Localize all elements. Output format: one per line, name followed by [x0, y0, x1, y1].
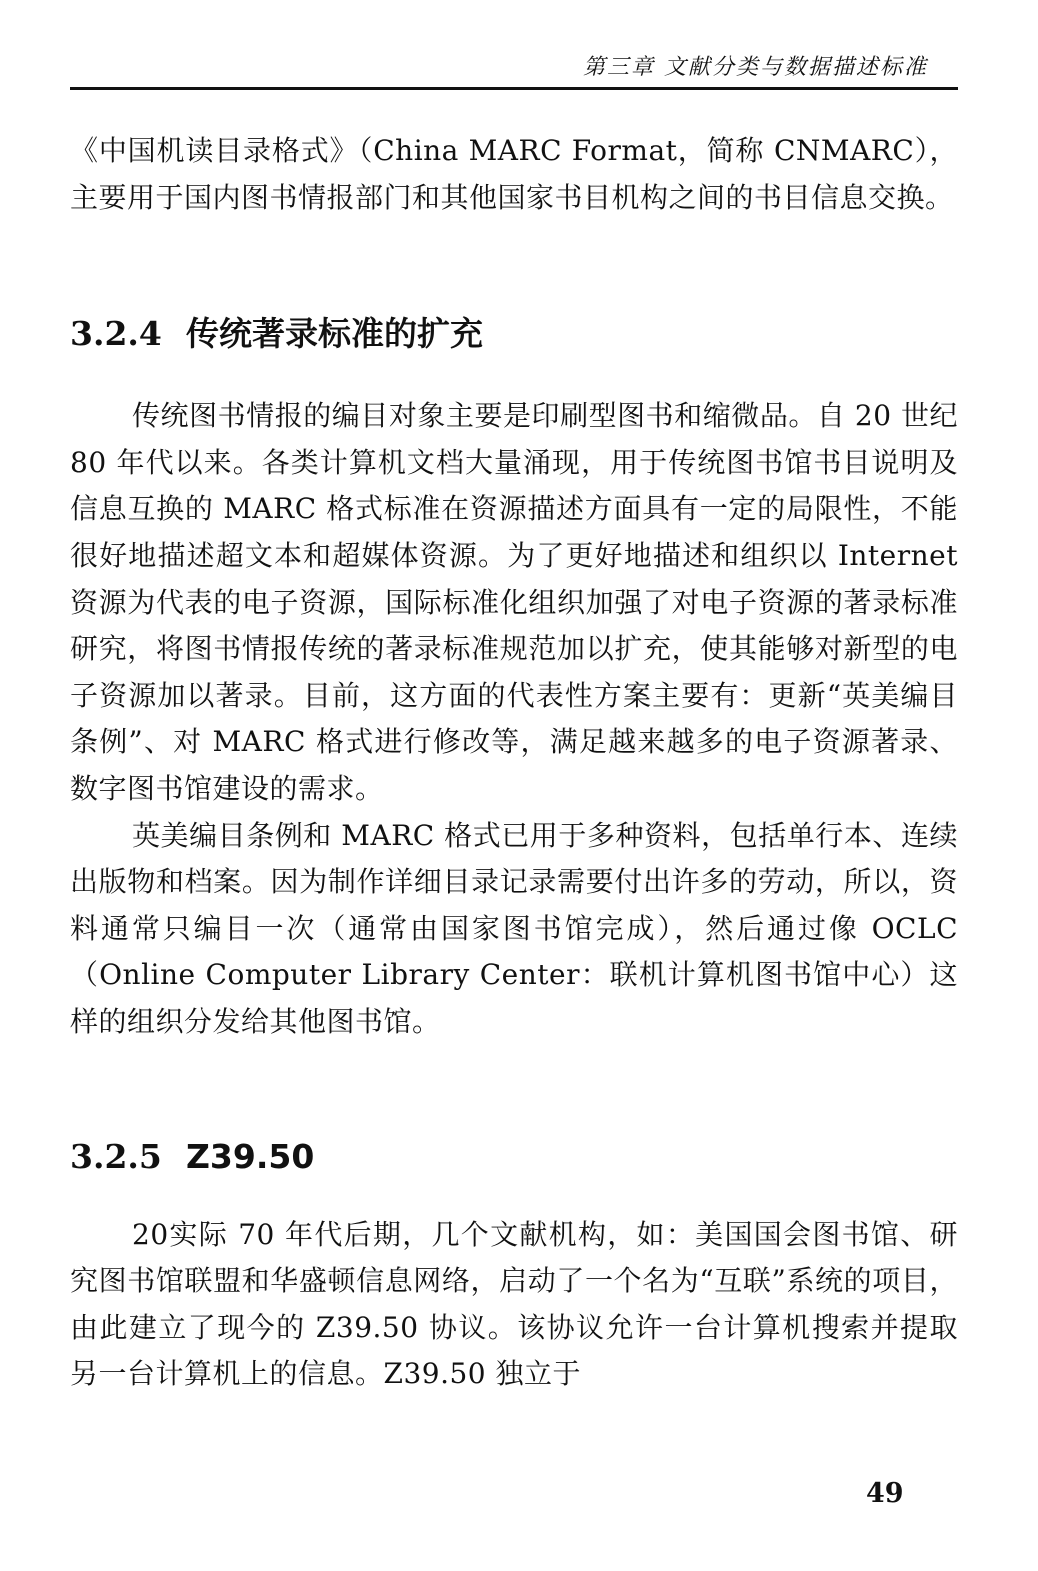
section-title: Z39.50	[186, 1136, 315, 1176]
header-rule	[70, 87, 958, 90]
section-number: 3.2.4	[70, 314, 162, 354]
section-number: 3.2.5	[70, 1136, 162, 1176]
page-header	[70, 46, 958, 90]
page-body	[70, 128, 958, 1398]
section-heading-3-2-4	[70, 311, 958, 357]
intro-paragraph: 《中国机读目录格式》（China MARC Format，简称 CNMARC），主要用于国内图书情报部门和其他国家书目机构之间的书目信息交换。	[70, 134, 958, 214]
body-paragraph: 传统图书情报的编目对象主要是印刷型图书和缩微品。自 20 世纪 80 年代以来。各类计算机文档大量涌现，用于传统图书馆书目说明及信息互换的 MARC 格式标准在资源描述方面具有一定的局限性，不能很好地描述超文本和超媒体资源。为了更好地描述和组织以 Internet 资源为代表的电子资源，国际标准化组织加强了对电子资源的著录标准研究，将图书情报传统的著录标准规范加以扩充，使其能够对新型的电子资源加以著录。目前，这方面的代表性方案主要有：更新“英美编目条例”、对 MARC 格式进行修改等，满足越来越多的电子资源著录、数字图书馆建设的需求。	[70, 399, 958, 805]
body-paragraph: 英美编目条例和 MARC 格式已用于多种资料，包括单行本、连续出版物和档案。因为制作详细目录记录需要付出许多的劳动，所以，资料通常只编目一次（通常由国家图书馆完成），然后通过像 OCLC（Online Computer Library Center：联机计算机图书馆中心）这样的组织分发给其他图书馆。	[70, 818, 958, 1038]
section-heading-3-2-5	[70, 1134, 958, 1180]
body-paragraph: 20实际 70 年代后期，几个文献机构，如：美国国会图书馆、研究图书馆联盟和华盛顿信息网络，启动了一个名为“互联”系统的项目，由此建立了现今的 Z39.50 协议。该协议允许一台计算机搜索并提取另一台计算机上的信息。Z39.50 独立于	[70, 1217, 958, 1391]
running-header-title: 第三章 文献分类与数据描述标准	[583, 55, 928, 80]
section-title: 传统著录标准的扩充	[186, 314, 483, 354]
page-number: 49	[866, 1478, 904, 1509]
